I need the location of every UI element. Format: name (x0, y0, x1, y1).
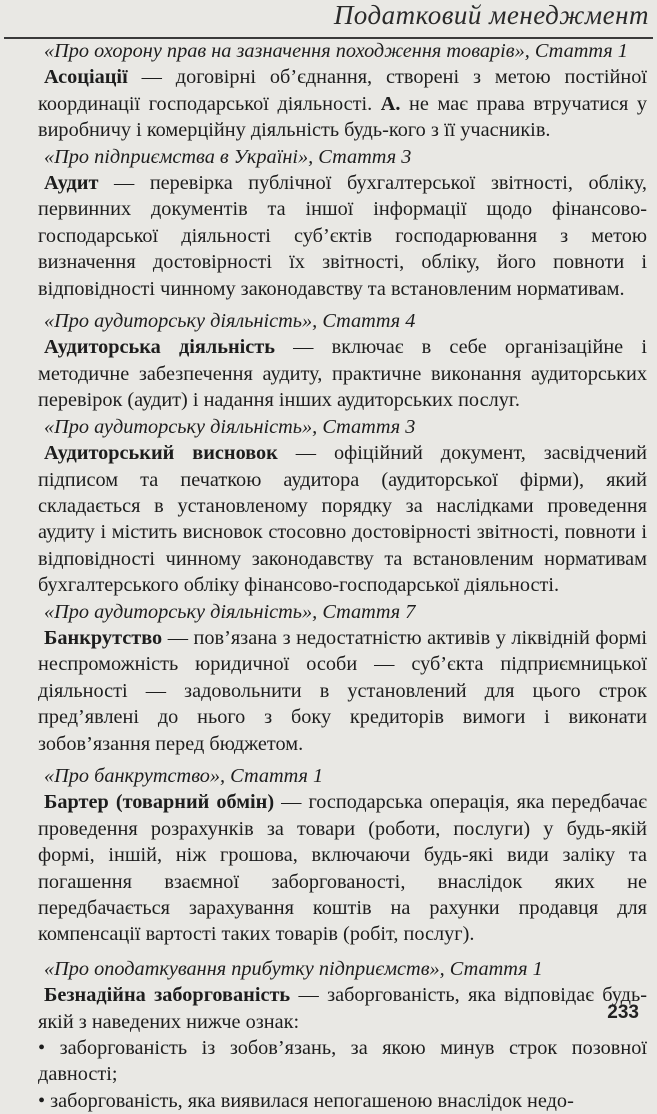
entry-term: Аудиторська діяльність (44, 336, 275, 359)
source-citation: «Про банкрутство», Стаття 1 (44, 764, 324, 787)
definition-entry (38, 982, 647, 1035)
source-citation: «Про охорону прав на зазначення походження товарів», Стаття 1 (44, 40, 628, 62)
source-citation: «Про підприємства в Україні», Стаття 3 (44, 145, 412, 168)
entry-term: Бартер (товарний обмін) (44, 791, 275, 814)
entry-term: Асоціації (44, 66, 128, 89)
entry-term: Безнадійна заборгованість (44, 984, 291, 1007)
definition-entry (38, 64, 647, 143)
entry-definition: — господарська операція, яка передбачає проведення розрахунків за товари (роботи, послуги) у будь-якій формі, іншій, ніж грошова, включаючи будь-які види заліку та погашення взаємної заборгованості, внаслідок яких не передбачається зарахування коштів на рахунки продавця для компенсації вартості таких товарів (робіт, послуг). (38, 791, 647, 946)
page-content (38, 38, 647, 1114)
definition-entry (38, 789, 647, 947)
entry-definition: — включає в себе організаційне і методичне забезпечення аудиту, практичне виконання аудиторських перевірок (аудит) і надання інших аудиторських послуг. (38, 336, 647, 412)
page-number: 233 (607, 1002, 639, 1023)
definition-entry (38, 334, 647, 413)
definition-entry (38, 440, 647, 598)
bullet-item: • заборгованість із зобов’язань, за якою минув строк позовної давності; (38, 1037, 647, 1086)
source-citation: «Про оподаткування прибутку підприємств», Стаття 1 (44, 957, 543, 980)
entry-definition: — офіційний документ, засвідчений підписом та печаткою аудитора (аудиторської фірми), який складається в установленому порядку за наслідками проведення аудиту і містить висновок стосовно достовірності звітності, повноти і відповідності чинному законодавству та встановленим нормативам бухгалтерського обліку фінансово-господарської діяльності. (38, 442, 647, 597)
source-citation: «Про аудиторську діяльність», Стаття 7 (44, 600, 416, 623)
definition-entry (38, 625, 647, 757)
entry-definition: — перевірка публічної бухгалтерської звітності, обліку, первинних документів та іншої інформації щодо фінансово-господарської діяльності суб’єктів господарювання з метою визначення достовірності їх звітності, обліку, його повноти і відповідності чинному законодавству та встановленим нормативам. (38, 172, 647, 300)
entry-definition-tail: не має права втручатися у виробничу і комерційну діяльність будь-кого з її учасників. (38, 92, 647, 142)
entry-term: Банкрутство (44, 626, 163, 649)
definition-entry (38, 170, 647, 302)
entry-term: Аудит (44, 172, 99, 195)
entry-abbreviation: А. (380, 92, 401, 115)
bullet-item: • заборгованість, яка виявилася непогашеною внаслідок недо- (38, 1089, 574, 1112)
entry-definition: — пов’язана з недостатністю активів у ліквідній формі неспроможність юридичної особи — суб’єкта підприємницької діяльності — задовольнити в установлений для цього строк пред’явлені до нього з боку кредиторів вимоги і виконати зобов’язання перед бюджетом. (38, 626, 647, 755)
source-citation: «Про аудиторську діяльність», Стаття 4 (44, 310, 416, 333)
entry-definition: — договірні об’єднання, створені з метою постійної координації господарської діяльності. (38, 66, 647, 115)
entry-definition: — заборгованість, яка відповідає будь-якій з наведених нижче ознак: (38, 984, 647, 1033)
source-citation: «Про аудиторську діяльність», Стаття 3 (44, 415, 416, 438)
entry-term: Аудиторський висновок (44, 442, 278, 465)
running-header: Податковий менеджмент (333, 0, 649, 30)
